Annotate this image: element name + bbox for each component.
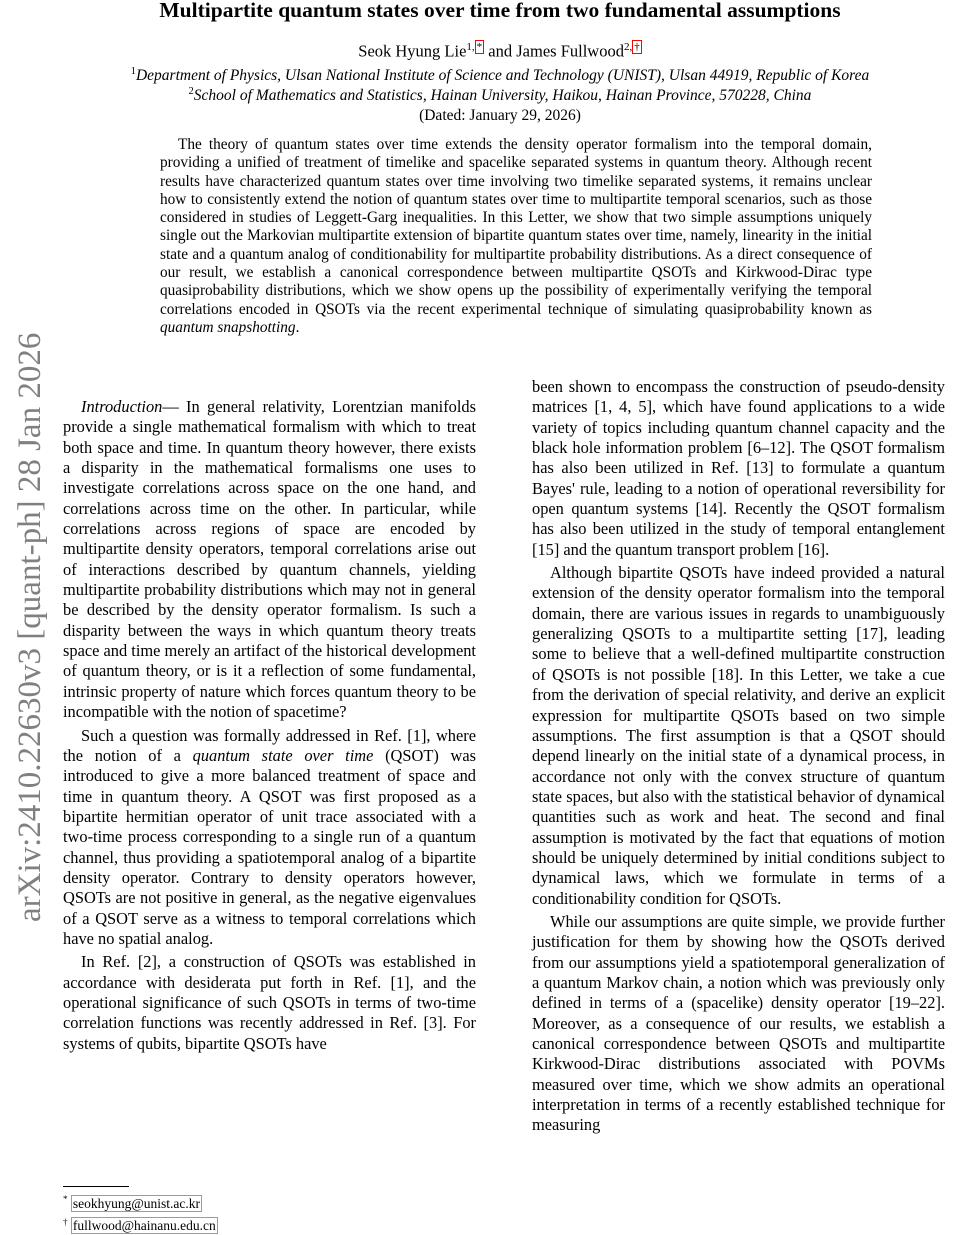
- paper-title: Multipartite quantum states over time from two fundamental assumptions: [60, 0, 940, 23]
- abstract-text: The theory of quantum states over time extends the density operator formalism into the temporal domain, providing a unified of treatment of timelike and spacelike separated systems in quantum theory. Although recent results have characterized quantum states over time involving two timelike separated systems, it remains unclear how to consistently extend the notion of quantum states over time to multipartite temporal scenarios, such as those considered in studies of Leggett-Garg inequalities. In this Letter, we show that two simple assumptions uniquely single out the Markovian multipartite extension of bipartite quantum states over time, namely, linearity in the initial state and a quantum analog of conditionability for multipartite probability distributions. As a direct consequence of our result, we establish a canonical correspondence between multipartite QSOTs and Kirkwood-Dirac type quasiprobability distributions, which we show opens up the possibility of experimentally verifying the temporal correlations encoded in QSOTs via the recent experimental technique of simulating quasiprobability known as: [160, 136, 872, 318]
- paragraph-continuation: been shown to encompass the construction of pseudo-density matrices [1, 4, 5], which have found applications to a wide variety of topics including quantum channel capacity and the black hole information problem [6–12]. The QSOT formalism has also been utilized in Ref. [13] to formulate a quantum Bayes' rule, leading to a notion of operational reversibility for open quantum systems [14]. Recently the QSOT formalism has also been utilized in the study of temporal entanglement [15] and the quantum transport problem [16].: [532, 377, 945, 560]
- author-2-affil-sup: 2,: [624, 41, 632, 53]
- author-2-name: James Fullwood: [516, 42, 624, 61]
- paragraph-introduction: [63, 397, 476, 723]
- affiliation-1: [60, 66, 940, 85]
- abstract-term: quantum snapshotting: [160, 319, 296, 336]
- section-lead-introduction: Introduction: [81, 397, 162, 416]
- paragraph-construction: In Ref. [2], a construction of QSOTs was established in accordance with desiderata put forth in Ref. [1], and the operational significance of such QSOTs in terms of two-time correlation functions was recently addressed in Ref. [3]. For systems of qubits, bipartite QSOTs have: [63, 952, 476, 1054]
- paragraph-justification: While our assumptions are quite simple, we provide further justification for them by showing how the QSOTs derived from our assumptions yield a spatiotemporal generalization of a quantum Markov chain, a notion which was previously only defined in terms of a (spacelike) density operator [19–22]. Moreover, as a consequence of our results, we establish a canonical correspondence between QSOTs and multipartite Kirkwood-Dirac distributions associated with POVMs measured over time, which we show admits an operational interpretation in terms of a recently established technique for measuring: [532, 912, 945, 1136]
- author-2-footnote-link[interactable]: †: [632, 40, 642, 54]
- footnote-2-email-link[interactable]: fullwood@hainanu.edu.cn: [71, 1217, 218, 1234]
- left-column: [63, 397, 476, 1057]
- footnote-rule: [63, 1186, 129, 1187]
- affiliation-2-number: 2: [189, 86, 194, 97]
- affiliation-1-number: 1: [131, 66, 136, 77]
- footnotes: [63, 1190, 476, 1235]
- affiliation-1-text: Department of Physics, Ulsan National Institute of Science and Technology (UNIST), Ulsan 44919, Republic of Korea: [136, 67, 869, 84]
- arxiv-side-identifier: arXiv:2410.22630v3 [quant-ph] 28 Jan 2026: [8, 342, 52, 922]
- paragraph-introduction-text: — In general relativity, Lorentzian manifolds provide a single mathematical formalism with which to treat both space and time. In quantum theory however, there exists a disparity in the mathematical formalisms one uses to investigate correlations across space on the one hand, and correlations across time on the other. In particular, while correlations across regions of space are encoded by multipartite density operators, temporal correlations arise out of interactions described by quantum channels, yielding multipartite probability distributions which may not in general be described by the density operator formalism. Is such a disparity between the ways in which quantum theory treats space and time merely an artifact of the historical development of quantum theory, or is it a reflection of some fundamental, intrinsic property of nature which forces quantum theory to be incompatible with the notion of spacetime?: [63, 397, 476, 721]
- author-1-affil-sup: 1,: [466, 41, 474, 53]
- author-1-footnote-link[interactable]: *: [475, 40, 485, 54]
- footnote-1: [63, 1190, 476, 1213]
- footnote-1-mark: *: [63, 1194, 68, 1204]
- paragraph-qsot-text-b: (QSOT) was introduced to give a more balanced treatment of space and time in quantum theory. A QSOT was first proposed as a bipartite hermitian operator of unit trace associated with a two-time process corresponding to a single run of a quantum channel, thus providing a spatiotemporal analog of a bipartite density operator. Contrary to density operators however, QSOTs are not positive in general, as the negative eigenvalues of a QSOT serve as a witness to temporal correlations which have no spatial analog.: [63, 746, 476, 948]
- footnote-2: [63, 1213, 476, 1235]
- author-conjunction: and: [488, 42, 512, 61]
- footnote-2-mark: †: [63, 1217, 68, 1227]
- paragraph-qsot-definition: [63, 726, 476, 950]
- author-line: [60, 41, 940, 62]
- affiliation-2-text: School of Mathematics and Statistics, Hainan University, Haikou, Hainan Province, 570228, China: [194, 87, 812, 104]
- abstract: [160, 136, 872, 337]
- abstract-end: .: [296, 319, 300, 336]
- affiliation-2: [60, 86, 940, 105]
- paragraph-multipartite-issues: Although bipartite QSOTs have indeed provided a natural extension of the density operator formalism into the temporal domain, there are various issues in regards to unambiguously generalizing QSOTs to a multipartite setting [17], leading some to believe that a well-defined multipartite construction of QSOTs is not possible [18]. In this Letter, we take a cue from the derivation of special relativity, and derive an explicit expression for multipartite QSOTs based on two simple assumptions. The first assumption is that a QSOT should depend linearly on the initial state of a dynamical process, in accordance not only with the convex structure of quantum state spaces, but also with the statistical behavior of dynamical quantities such as work and heat. The second and final assumption is motivated by the fact that equations of motion should be uniquely determined by initial conditions subject to dynamical laws, which we formulate in terms of a conditionability condition for QSOTs.: [532, 563, 945, 909]
- dated-line: (Dated: January 29, 2026): [60, 107, 940, 125]
- paragraph-qsot-term: quantum state over time: [193, 746, 374, 765]
- footnote-1-email-link[interactable]: seokhyung@unist.ac.kr: [71, 1195, 202, 1212]
- paragraph-qsot-text-a: Such a question was formally addressed in Ref. [1], where the notion of a: [63, 726, 476, 765]
- right-column: [532, 377, 945, 1139]
- author-1-name: Seok Hyung Lie: [358, 42, 466, 61]
